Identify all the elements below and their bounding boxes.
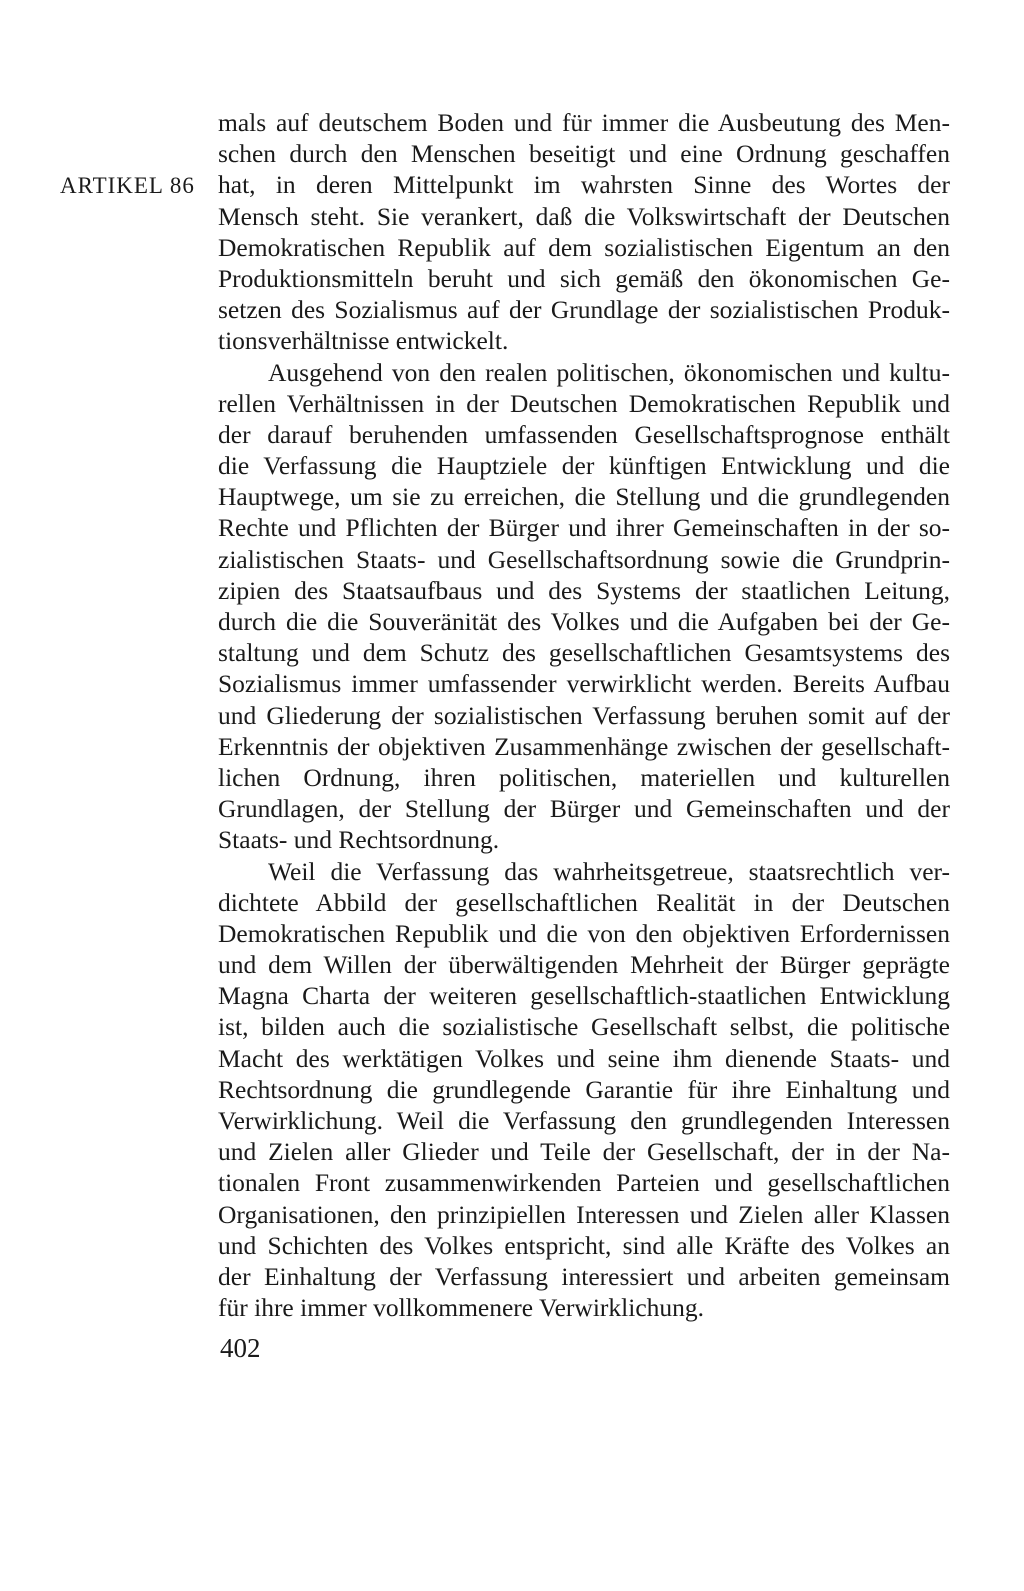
text-line: Organisationen, den prinzipiellen Interessen und Zielen aller Klassen <box>218 1199 950 1229</box>
paragraph-2 <box>218 357 950 856</box>
text-line: tionalen Front zusammenwirkenden Parteien und gesellschaftlichen <box>218 1168 950 1198</box>
text-line: schen durch den Menschen beseitigt und eine Ordnung geschaffen <box>218 139 950 169</box>
text-line: Mensch steht. Sie verankert, daß die Volkswirtschaft der Deutschen <box>218 201 950 231</box>
article-margin-label: ARTIKEL 86 <box>60 173 195 198</box>
text-line: Produktionsmitteln beruht und sich gemäß den ökonomischen Ge- <box>218 263 950 293</box>
text-line: tionsverhältnisse entwickelt. <box>218 326 509 356</box>
text-line: Demokratischen Republik auf dem sozialistischen Eigentum an den <box>218 232 950 262</box>
text-line: zipien des Staatsaufbaus und des Systems der staatlichen Leitung, <box>218 575 950 605</box>
text-line: mals auf deutschem Boden und für immer die Ausbeutung des Men- <box>218 108 950 137</box>
text-line: und Gliederung der sozialistischen Verfassung beruhen somit auf der <box>218 700 950 730</box>
text-line: Grundlagen, der Stellung der Bürger und Gemeinschaften und der <box>218 794 950 824</box>
text-line: Macht des werktätigen Volkes und seine ihm dienende Staats- und <box>218 1043 950 1073</box>
text-line: setzen des Sozialismus auf der Grundlage der sozialistischen Produk- <box>218 295 950 325</box>
text-line: zialistischen Staats- und Gesellschaftsordnung sowie die Grundprin- <box>218 544 950 574</box>
text-line: der Einhaltung der Verfassung interessiert und arbeiten gemeinsam <box>218 1261 950 1291</box>
text-line: für ihre immer vollkommenere Verwirklichung. <box>218 1293 705 1323</box>
text-line: lichen Ordnung, ihren politischen, materiellen und kulturellen <box>218 762 950 792</box>
text-line: rellen Verhältnissen in der Deutschen Demokratischen Republik und <box>218 388 950 418</box>
page-number: 402 <box>220 1333 261 1363</box>
text-line: Magna Charta der weiteren gesellschaftlich-staatlichen Entwicklung <box>218 981 950 1011</box>
text-line: hat, in deren Mittelpunkt im wahrsten Sinne des Wortes der <box>218 170 950 200</box>
text-line: Staats- und Rechtsordnung. <box>218 825 500 855</box>
text-line: die Verfassung die Hauptziele der künftigen Entwicklung und die <box>218 451 950 481</box>
text-line: und dem Willen der überwältigenden Mehrheit der Bürger geprägte <box>218 950 950 980</box>
paragraph-3 <box>218 856 950 1324</box>
body-text <box>218 107 950 1323</box>
text-line: staltung und dem Schutz des gesellschaftlichen Gesamtsystems des <box>218 638 950 668</box>
text-line: und Schichten des Volkes entspricht, sind alle Kräfte des Volkes an <box>218 1230 950 1260</box>
text-line: der darauf beruhenden umfassenden Gesellschaftsprognose enthält <box>218 419 950 449</box>
text-line: Hauptwege, um sie zu erreichen, die Stellung und die grundlegenden <box>218 482 950 512</box>
text-line: Verwirklichung. Weil die Verfassung den grundlegenden Interessen <box>218 1106 950 1135</box>
text-line: und Zielen aller Glieder und Teile der Gesellschaft, der in der Na- <box>218 1137 950 1167</box>
paragraph-1 <box>218 107 950 357</box>
text-line: ist, bilden auch die sozialistische Gesellschaft selbst, die politische <box>218 1012 950 1042</box>
text-line: Weil die Verfassung das wahrheitsgetreue, staatsrechtlich ver- <box>268 856 950 886</box>
text-line: durch die die Souveränität des Volkes und die Aufgaben bei der Ge- <box>218 607 950 636</box>
text-line: Demokratischen Republik und die von den objektiven Erfordernissen <box>218 918 950 948</box>
text-line: Ausgehend von den realen politischen, ökonomischen und kultu- <box>268 357 950 387</box>
text-line: Sozialismus immer umfassender verwirklicht werden. Bereits Aufbau <box>218 669 950 699</box>
text-line: Rechtsordnung die grundlegende Garantie für ihre Einhaltung und <box>218 1074 950 1104</box>
text-line: Rechte und Pflichten der Bürger und ihrer Gemeinschaften in der so- <box>218 513 950 543</box>
text-line: dichtete Abbild der gesellschaftlichen Realität in der Deutschen <box>218 887 950 917</box>
text-line: Erkenntnis der objektiven Zusammenhänge zwischen der gesellschaft- <box>218 731 950 761</box>
